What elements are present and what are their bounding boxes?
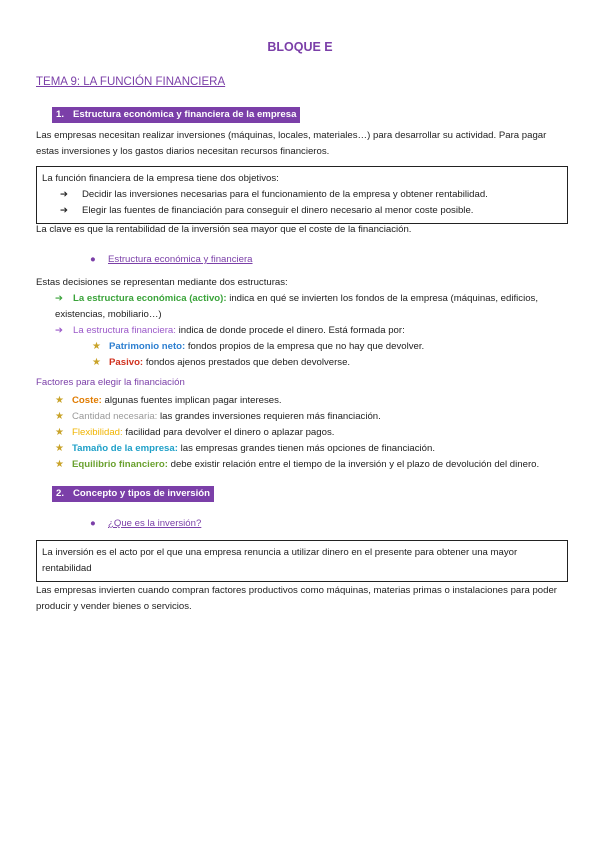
star-icon: ★: [55, 443, 64, 454]
section-1-heading: [52, 107, 300, 123]
tema-title: TEMA 9: LA FUNCIÓN FINANCIERA: [36, 76, 226, 88]
factor-item: [55, 457, 565, 473]
investment-paragraph: Las empresas invierten cuando compran factores productivos como máquinas, materias primas o instalaciones para poder producir y vender bienes o servicios.: [36, 585, 557, 612]
section-2-label: Concepto y tipos de inversión: [73, 488, 210, 499]
definition-box: La inversión es el acto por el que una empresa renuncia a utilizar dinero en el presente para obtener una mayor rentabilidad: [36, 540, 568, 582]
objective-text: Elegir las fuentes de financiación para conseguir el dinero necesario al menor coste posible.: [82, 205, 474, 216]
subsection-2-link[interactable]: ¿Que es la inversión?: [108, 518, 202, 529]
structure-economica-text: indica en qué se invierten los fondos de la empresa (máquinas, edificios, existencias, mobiliario…): [55, 293, 538, 320]
purple-arrow-icon: ➔: [55, 325, 64, 336]
objective-text: Decidir las inversiones necesarias para el funcionamiento de la empresa y obtener rentabilidad.: [82, 189, 488, 200]
factor-text: las grandes inversiones requieren más financiación.: [160, 411, 381, 422]
subsection-1-link[interactable]: Estructura económica y financiera: [108, 254, 253, 265]
pasivo-text: fondos ajenos prestados que deben devolverse.: [145, 357, 351, 368]
subsection-2: [90, 518, 201, 529]
star-icon: ★: [55, 411, 64, 422]
factor-label: Flexibilidad:: [72, 427, 123, 438]
factor-label: Equilibrio financiero:: [72, 459, 168, 470]
section-2-heading: [52, 486, 214, 502]
section-1-label: Estructura económica y financiera de la empresa: [73, 109, 297, 120]
factor-text: facilidad para devolver el dinero o aplazar pagos.: [125, 427, 335, 438]
pasivo-item: [92, 355, 350, 371]
structure-financiera-label: La estructura financiera:: [73, 325, 176, 336]
structure-economica-label: La estructura económica (activo):: [73, 293, 227, 304]
bullet-icon: ●: [90, 254, 96, 265]
factor-item: [55, 425, 334, 441]
subsection-1: [90, 254, 253, 265]
section-2-number: 2.: [56, 488, 65, 499]
star-icon: ★: [55, 395, 64, 406]
section-1-number: 1.: [56, 109, 65, 120]
factor-text: las empresas grandes tienen más opciones de financiación.: [180, 443, 435, 454]
star-icon: ★: [55, 427, 64, 438]
structures-intro: Estas decisiones se representan mediante dos estructuras:: [36, 277, 288, 288]
factor-item: [55, 409, 381, 425]
key-paragraph: La clave es que la rentabilidad de la inversión sea mayor que el coste de la financiación.: [36, 224, 412, 235]
patrimonio-label: Patrimonio neto:: [109, 341, 186, 352]
structure-financiera: [55, 323, 560, 339]
block-title: BLOQUE E: [267, 40, 333, 54]
structure-economica: [55, 291, 560, 323]
green-arrow-icon: ➔: [55, 293, 64, 304]
objectives-box: [36, 166, 568, 224]
factor-label: Cantidad necesaria:: [72, 411, 158, 422]
star-icon: ★: [92, 357, 101, 368]
bullet-icon: ●: [90, 518, 96, 529]
star-icon: ★: [55, 459, 64, 470]
arrow-icon: ➔: [60, 205, 69, 216]
structure-financiera-text: indica de donde procede el dinero. Está formada por:: [178, 325, 405, 336]
objectives-intro: La función financiera de la empresa tiene dos objetivos:: [42, 173, 279, 184]
patrimonio-text: fondos propios de la empresa que no hay que devolver.: [187, 341, 425, 352]
factor-item: [55, 441, 435, 457]
factor-text: algunas fuentes implican pagar intereses.: [104, 395, 282, 406]
factors-title: Factores para elegir la financiación: [36, 377, 185, 388]
objective-item: [42, 203, 563, 219]
factor-label: Coste:: [72, 395, 102, 406]
pasivo-label: Pasivo:: [109, 357, 144, 368]
arrow-icon: ➔: [60, 189, 69, 200]
factor-label: Tamaño de la empresa:: [72, 443, 178, 454]
intro-paragraph: Las empresas necesitan realizar inversiones (máquinas, locales, materiales…) para desarrollar su actividad. Para pagar estas inversiones y los gastos diarios necesitan recursos financieros.: [36, 130, 547, 157]
patrimonio-item: [92, 339, 424, 355]
factor-text: debe existir relación entre el tiempo de la inversión y el plazo de devolución del dinero.: [170, 459, 540, 470]
factor-item: [55, 393, 282, 409]
star-icon: ★: [92, 341, 101, 352]
objective-item: [42, 187, 563, 203]
